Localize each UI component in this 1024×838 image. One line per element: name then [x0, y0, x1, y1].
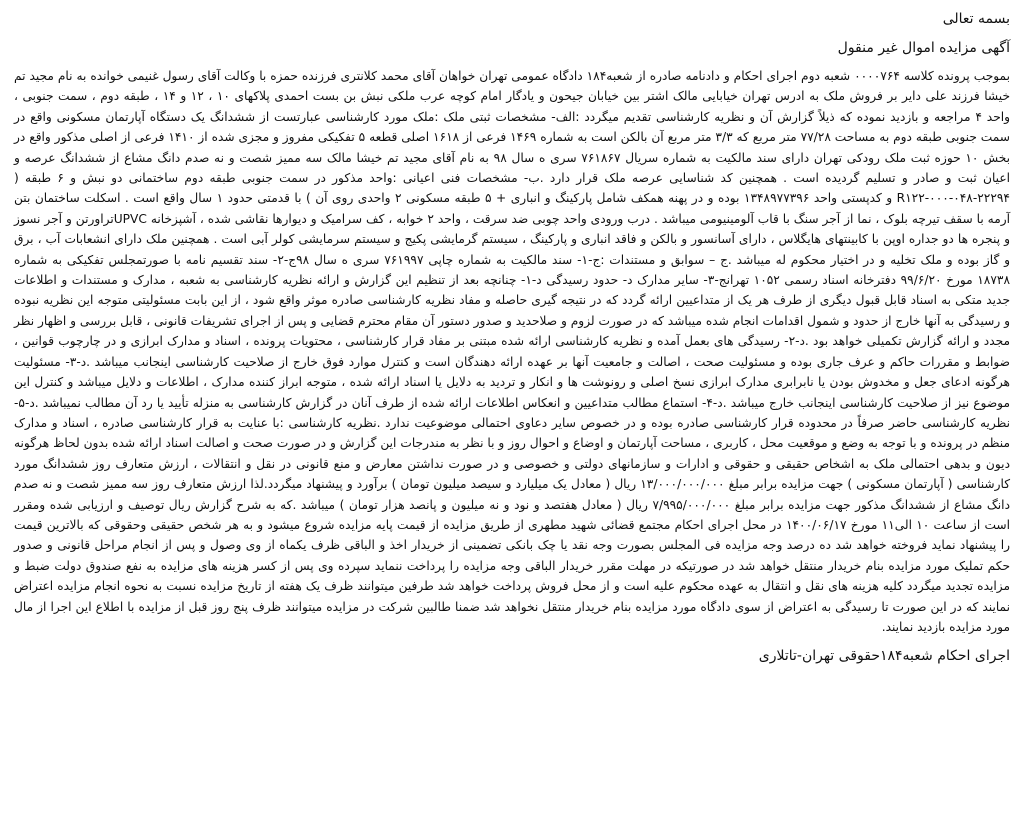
basmala-heading: بسمه تعالی — [942, 11, 1010, 27]
notice-title: آگهی مزایده اموال غیر منقول — [837, 40, 1010, 56]
signature-line: اجرای احکام شعبه۱۸۴حقوقی تهران-تاتلاری — [758, 648, 1010, 665]
notice-body: بموجب پرونده کلاسه ۰۰۰۰۷۶۴ شعبه دوم اجرای احکام و دادنامه صادره از شعبه۱۸۴ دادگاه عمومی تهران خواهان آقای محمد کلانتری فرزنده حمزه با وکالت آقای رسول غنیمی خوانده به نام مجید تم خیشا فرزند علی دایر بر فروش ملک به ادرس تهران خیابایی مالک اشتر بین خیابان جیحون و یادگار امام کوچه عرب ملکی نبش بن بست احمدی پلاکهای ۱۰ ، ۱۲ و ۱۴ ، طبقه دوم ، سمت جنوبی ، واحد ۴ مراجعه و بازدید نموده که ذیلاً گزارش آن و نظریه کارشناسی تقدیم میگردد :الف- مشخصات ثبتی ملک :ملک مورد کارشناسی عبارتست از ششدانگ یک دستگاه آپارتمان مسکونی واقع در سمت جنوبی طبقه دوم به مساحت ۷۷/۲۸ متر مربع که ۳/۳ متر مربع آن بالکن است به شماره ۱۴۶۹ فرعی از ۱۶۱۸ اصلی قطعه ۵ تفکیکی مفروز و مجزی شده از ۱۴۱۰ فرعی از اصلی مذکور واقع در بخش ۱۰ حوزه ثبت ملک رودکی تهران دارای سند مالکیت به شماره سریال ۷۶۱۸۶۷ سری ه سال ۹۸ به نام آقای مجید تم خیشا مالک سه ممیز شصت و نه صدم دانگ مشاع از ششدانگ عرصه و اعیان ثبت و صادر و تسلیم گردیده است . همچنین کد شناسایی عرصه ملک قرار دارد .ب- مشخصات فنی اعیانی :واحد مذکور در سمت جنوبی طبقه دوم ساختمانی دو نبش و ۶ طبقه ( R۱۲۲-۰۰۰-۰۴۸-۲۲۲۹۴ و کدپستی واحد ۱۳۴۸۹۷۷۳۹۶ بوده و در پهنه همکف شامل پارکینگ و انباری + ۵ طبقه مسکونی ۲ واحدی روی آن ) با قدمتی حدود ۱ سال واقع است . اسکلت ساختمان بتن آرمه با سقف تیرچه بلوک ، نما از آجر سنگ با قاب آلومینیومی میباشد . درب ورودی واحد چوبی ضد سرقت ، واحد ۲ خوابه ، کف سرامیک و دیوارها نقاشی شده ، آشپزخانه UPVCتراورتن و آجر نسوز و پنجره ها دو جداره اوپن با کابینتهای هایگلاس ، دارای آسانسور و بالکن و فاقد انباری و پارکینگ ، سیستم گرمایشی پکیج و سیستم سرمایشی کولر آبی است . همچنین ملک دارای انشعابات آب ، برق و گاز بوده و ملک تخلیه و در اختیار محکوم له میباشد .ج – سوابق و مستندات :ج-۱- سند مالکیت به شماره چاپی ۷۶۱۹۹۷ سری ه سال ۹۸ج-۲- سند تقسیم نامه با صورتمجلس تفکیکی به شماره ۱۸۷۳۸ مورخ ۹۹/۶/۲۰ دفترخانه اسناد رسمی ۱۰۵۲ تهرانج-۳- سایر مدارک د- حدود رسیدگی د-۱- چنانچه بعد از تنظیم این گزارش و ارائه نظریه کارشناسی به شعبه ، مدارک و مستندات و اطلاعات جدید متکی به اسناد قابل قبول دیگری از طرف هر یک از متداعیین ارائه گردد که در نتیجه گیری حاصله و مفاد نظریه کارشناسی صادره موثر واقع شود ، از این بابت مسئولیتی متوجه این نظریه نبوده و رسیدگی به آنها خارج از حدود و شمول اقدامات انجام شده میباشد که در صورت لزوم و صلاحدید و صدور دستور آن مقام محترم قضایی و پس از اجرای تشریفات قانونی ، قابل بررسی و اظهار نظر مجدد و ارائه گزارش تکمیلی خواهد بود .د-۲- رسیدگی های بعمل آمده و نظریه کارشناسی ارائه شده مبتنی بر مفاد قرار کارشناسی ، محتویات پرونده ، اسناد و مدارک ابرازی و در چارچوب قوانین ، ضوابط و مقررات حاکم و عرف جاری بوده و مسئولیت صحت ، اصالت و جامعیت آنها بر عهده ارائه دهندگان است و کنترل موارد فوق خارج از صلاحیت کارشناسی اینجانب میباشد .د-۳- مسئولیت هرگونه ادعای جعل و مخدوش بودن یا نابرابری مدارک ابرازی نسخ اصلی و رونوشت ها و انکار و تردید به دلایل یا اسناد ارائه شده ، متوجه ابراز کننده مدارک ، اطلاعات و دلایل میباشد و کنترل این موضوع نیز از صلاحیت کارشناسی اینجانب خارج میباشد .د-۴- استماع مطالب متداعیین و انعکاس اطلاعات ارائه شده از طرف آنان در گزارش کارشناسی به منزله تأیید یا رد آن مطالب نمیباشد .د-۵- نظریه کارشناسی حاضر صرفاً در محدوده قرار کارشناسی صادره بوده و در خصوص سایر دعاوی احتمالی موضوعیت ندارد .نظریه کارشناسی :با عنایت به قرار کارشناسی صادره ، اسناد و مدارک منظم در پرونده و با توجه به وضع و موقعیت محل ، کاربری ، مساحت آپارتمان و اوضاع و احوال روز و با نظر به مندرجات این گزارش و در صورت صحت و اصالت اسناد ارائه شده بدون لحاظ هرگونه دیون و بدهی احتمالی ملک به اشخاص حقیقی و حقوقی و ادارات و سازمانهای دولتی و خصوصی و در صورت نداشتن معارض و منع قانونی در نقل و انتقالات ، ارزش متعارف روز ششدانگ مورد کارشناسی ( آپارتمان مسکونی ) جهت مزایده برابر مبلغ ۱۳/۰۰۰/۰۰۰/۰۰۰ ریال ( معادل یک میلیارد و سیصد میلیون تومان ) برآورد و پیشنهاد میگردد.لذا ارزش متعارف روز سه ممیز شصت و نه صدم دانگ مشاع از ششدانگ مذکور جهت مزایده برابر مبلغ ۷/۹۹۵/۰۰۰/۰۰۰ ریال ( معادل هفتصد و نود و نه میلیون و پانصد هزار تومان ) میباشد .که به شرح گزارش ریال توصیف و ارزیابی شده ومقرر است از ساعت ۱۰ الی۱۱ مورخ ۱۴۰۰/۰۶/۱۷ در محل اجرای احکام مجتمع قضائی شهید مطهری از طریق مزایده از قیمت پایه مزایده شروع میشود و به هر شخص حقیقی وحقوقی که بالاترین قیمت را پیشنهاد نماید فروخته خواهد شد ده درصد وجه مزایده فی المجلس بصورت وجه نقد یا چک بانکی تضمینی از خریدار اخذ و الباقی ظرف یکماه از وی وصول و پس از انجام مراحل قانونی و صدور حکم تملیک مورد مزایده بنام خریدار منتقل خواهد شد در صورتیکه در مهلت مقرر خریدار الباقی وجه مزایده را پرداخت ننماید سپرده وی پس از کسر هزینه های مزایده به نفع صندوق دولت ضبط و مزایده تجدید میگردد کلیه هزینه های نقل و انتقال به عهده محکوم علیه است و از محل فروش پرداخت خواهد شد طرفین میتوانند ظرف یک هفته از تاریخ مزایده نسبت به نحوه انجام مزایده اعتراض نمایند که در این صورت تا رسیدگی به اعتراض از سوی دادگاه مورد مزایده بنام خریدار منتقل نخواهد شد ضمنا طالبین شرکت در مزایده میتوانند ظرف پنج روز قبل از مزایده با اطلاع این اجرا از مال مورد مزایده بازدید نمایند. — [14, 69, 1011, 634]
